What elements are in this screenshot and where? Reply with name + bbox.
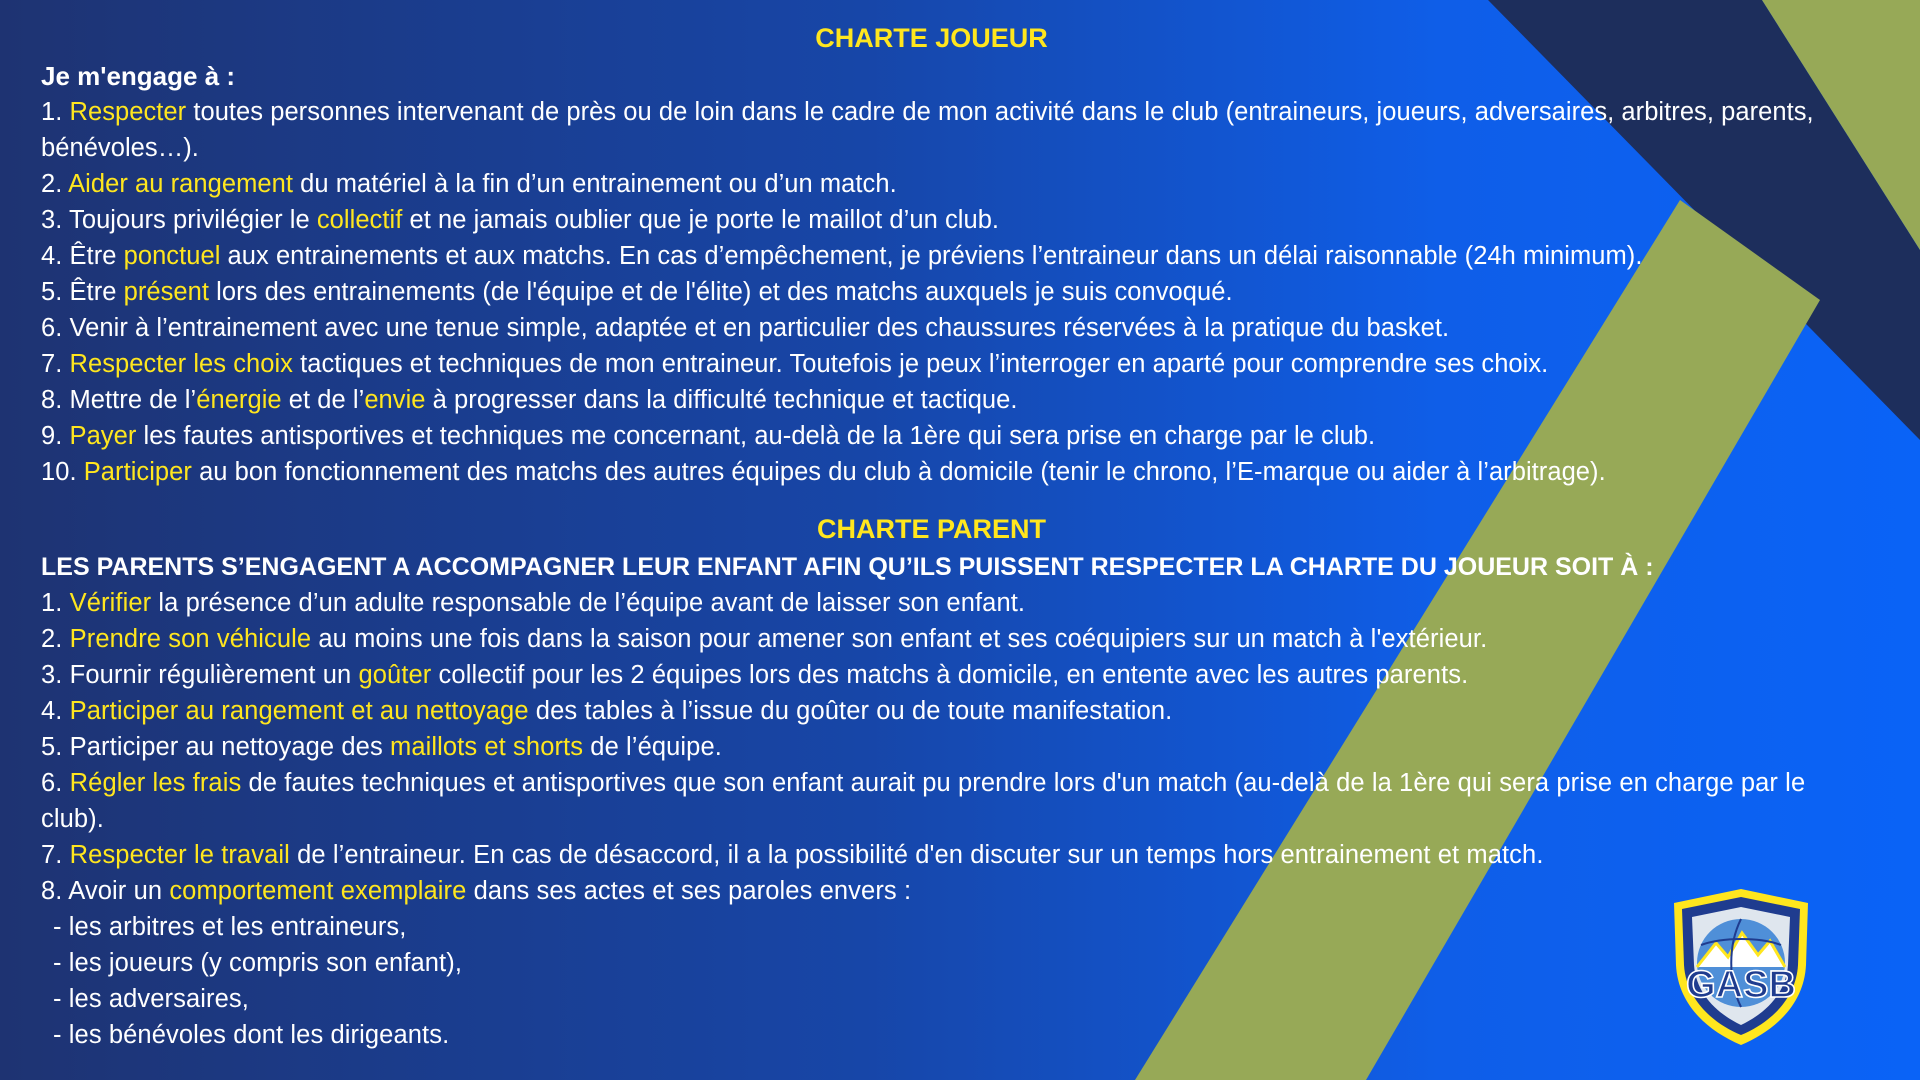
parent-sub-item-4: - les bénévoles dont les dirigeants. xyxy=(53,1021,450,1049)
parent-sub-item-1: - les arbitres et les entraineurs, xyxy=(53,913,407,941)
player-item-5: 5. Être présent lors des entrainements (de l'équipe et de l'élite) et des matchs auxquels je suis convoqué. xyxy=(41,278,1233,306)
player-charter-title: CHARTE JOUEUR xyxy=(815,23,1048,53)
player-charter xyxy=(41,18,1881,490)
player-item-7: 7. Respecter les choix tactiques et techniques de mon entraineur. Toutefois je peux l’interroger en aparté pour comprendre ses choix. xyxy=(41,350,1549,378)
player-charter-intro: Je m'engage à : xyxy=(41,61,236,91)
player-item-1: 1. Respecter toutes personnes intervenant de près ou de loin dans le cadre de mon activité dans le club (entraineurs, joueurs, adversaires, arbitres, parents, bénévoles…). xyxy=(41,98,1814,162)
parent-item-7: 7. Respecter le travail de l’entraineur. En cas de désaccord, il a la possibilité d'en discuter sur un temps hors entrainement et match. xyxy=(41,841,1544,869)
player-item-10: 10. Participer au bon fonctionnement des matchs des autres équipes du club à domicile (tenir le chrono, l’E-marque ou aider à l’arbitrage). xyxy=(41,458,1606,486)
basketball-shield-logo-icon xyxy=(1668,885,1814,1049)
parent-item-8: 8. Avoir un comportement exemplaire dans ses actes et ses paroles envers : xyxy=(41,877,912,905)
parent-item-5: 5. Participer au nettoyage des maillots et shorts de l’équipe. xyxy=(41,733,722,761)
logo-text: GASB xyxy=(1686,964,1796,1006)
parent-item-4: 4. Participer au rangement et au nettoyage des tables à l’issue du goûter ou de toute manifestation. xyxy=(41,697,1173,725)
player-item-9: 9. Payer les fautes antisportives et techniques me concernant, au-delà de la 1ère qui sera prise en charge par le club. xyxy=(41,422,1376,450)
parent-charter-title: CHARTE PARENT xyxy=(817,514,1046,544)
player-item-2: 2. Aider au rangement du matériel à la fin d’un entrainement ou d’un match. xyxy=(41,170,897,198)
parent-item-1: 1. Vérifier la présence d’un adulte responsable de l’équipe avant de laisser son enfant. xyxy=(41,589,1026,617)
parent-item-6: 6. Régler les frais de fautes techniques et antisportives que son enfant aurait pu prendre lors d'un match (au-delà de la 1ère qui sera prise en charge par le club). xyxy=(41,769,1806,833)
parent-sub-item-2: - les joueurs (y compris son enfant), xyxy=(53,949,463,977)
document-content xyxy=(41,18,1881,1053)
parent-charter xyxy=(41,509,1881,1053)
player-item-6: 6. Venir à l’entrainement avec une tenue simple, adaptée et en particulier des chaussures réservées à la pratique du basket. xyxy=(41,314,1450,342)
player-item-8: 8. Mettre de l’énergie et de l’envie à progresser dans la difficulté technique et tactique. xyxy=(41,386,1018,414)
section-spacer xyxy=(41,490,1881,509)
player-item-3: 3. Toujours privilégier le collectif et ne jamais oublier que je porte le maillot d’un club. xyxy=(41,206,1000,234)
parent-item-2: 2. Prendre son véhicule au moins une fois dans la saison pour amener son enfant et ses coéquipiers sur un match à l'extérieur. xyxy=(41,625,1488,653)
parent-charter-intro: LES PARENTS S’ENGAGENT A ACCOMPAGNER LEUR ENFANT AFIN QU’ILS PUISSENT RESPECTER LA CHARTE DU JOUEUR SOIT À : xyxy=(41,553,1654,581)
player-item-4: 4. Être ponctuel aux entrainements et aux matchs. En cas d’empêchement, je préviens l’entraineur dans un délai raisonnable (24h minimum). xyxy=(41,242,1643,270)
parent-item-3: 3. Fournir régulièrement un goûter collectif pour les 2 équipes lors des matchs à domicile, en entente avec les autres parents. xyxy=(41,661,1469,689)
parent-sub-item-3: - les adversaires, xyxy=(53,985,249,1013)
